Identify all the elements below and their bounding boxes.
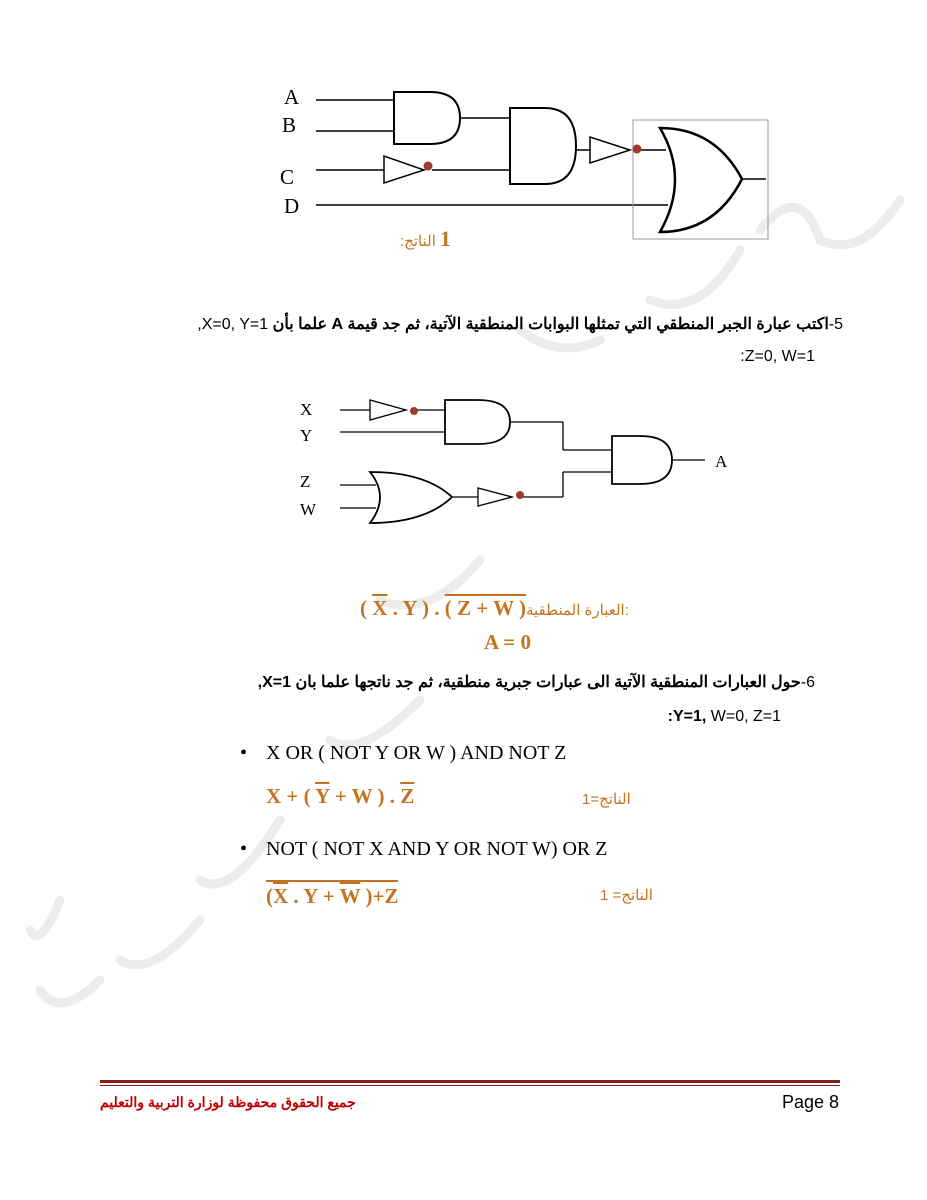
question-6: [95, 672, 815, 692]
expr-x-not: $\overline{X}$: [372, 596, 388, 620]
item-1-result: الناتج=1: [582, 791, 631, 808]
result-1: [400, 226, 451, 252]
expr-pre: X + (: [266, 784, 316, 808]
item-2-result: الناتج= 1: [600, 887, 653, 904]
question-6-text: حول العبارات المنطقية الآتية الى عبارات جبرية منطقية، ثم جد ناتجها علما بان: [295, 674, 801, 691]
footer-rights: جميع الحقوق محفوظة لوزارة التربية والتعليم: [100, 1094, 356, 1110]
item-2-statement: NOT ( NOT X AND Y OR NOT W) OR Z: [266, 838, 608, 860]
result-1-label: الناتج:: [400, 233, 436, 250]
input-label-b: B: [282, 113, 297, 137]
not-bubble: [633, 145, 642, 154]
question-5: [103, 314, 843, 334]
expr-w-not: $\overline{W}$: [339, 884, 361, 908]
expr-xy: . Y ) .: [387, 596, 445, 620]
question-6-values-bold: :Y=1,: [667, 708, 707, 725]
not-bubble: [410, 407, 418, 415]
expression-label: العبارة المنطقية:: [525, 602, 629, 619]
input-label-a: A: [284, 85, 300, 109]
question-6-number: 6-: [800, 674, 815, 691]
input-label-w: W: [300, 500, 317, 519]
question-6-values-1: X=1,: [257, 674, 292, 691]
expr-open: (: [266, 884, 273, 908]
question-5-number: 5-: [828, 316, 843, 333]
expr-mid: . Y +: [288, 884, 340, 908]
not-bubble: [424, 162, 433, 171]
footer-rule-thin: [100, 1085, 840, 1086]
answer-5-expression: [360, 596, 629, 621]
question-6-values-rest: W=0, Z=1: [706, 708, 781, 725]
input-label-z: Z: [300, 472, 311, 491]
page-number: Page 8: [781, 1092, 839, 1112]
result-1-value: 1: [439, 226, 451, 251]
expr-open: (: [360, 596, 373, 620]
expr-x-not: $\overline{X}$: [273, 884, 289, 908]
expr-z-not: $\overline{Z}$: [400, 784, 415, 808]
bullet-1: •: [240, 742, 248, 764]
item-1-statement: X OR ( NOT Y OR W ) AND NOT Z: [266, 742, 567, 764]
not-bubble: [516, 491, 524, 499]
question-5-values-1: X=0, Y=1,: [197, 316, 269, 333]
item-1-expression: [266, 784, 414, 809]
question-5-values-2: :Z=0, W=1: [740, 348, 815, 365]
item-2-expression: [266, 880, 398, 909]
logic-diagram-1: [0, 0, 927, 300]
output-label-a: A: [715, 452, 728, 471]
logic-diagram-2: [0, 380, 927, 540]
input-label-y: Y: [300, 426, 313, 445]
footer-rule: [100, 1080, 840, 1083]
answer-5-result: A = 0: [484, 630, 531, 654]
expr-mid: + W ) .: [329, 784, 401, 808]
input-label-d: D: [284, 194, 300, 218]
expr-y-not: $\overline{Y}$: [315, 784, 330, 808]
input-label-c: C: [280, 165, 295, 189]
expr-zw-not: ( Z + W ): [444, 596, 526, 620]
expr-end: )+Z: [360, 884, 399, 908]
input-label-x: X: [300, 400, 313, 419]
bullet-2: •: [240, 838, 248, 860]
question-6-values-2: [668, 708, 781, 726]
question-5-text: اكتب عبارة الجبر المنطقي التي تمثلها البوابات المنطقية الآتية، ثم جد قيمة A علما بأن: [272, 316, 829, 333]
